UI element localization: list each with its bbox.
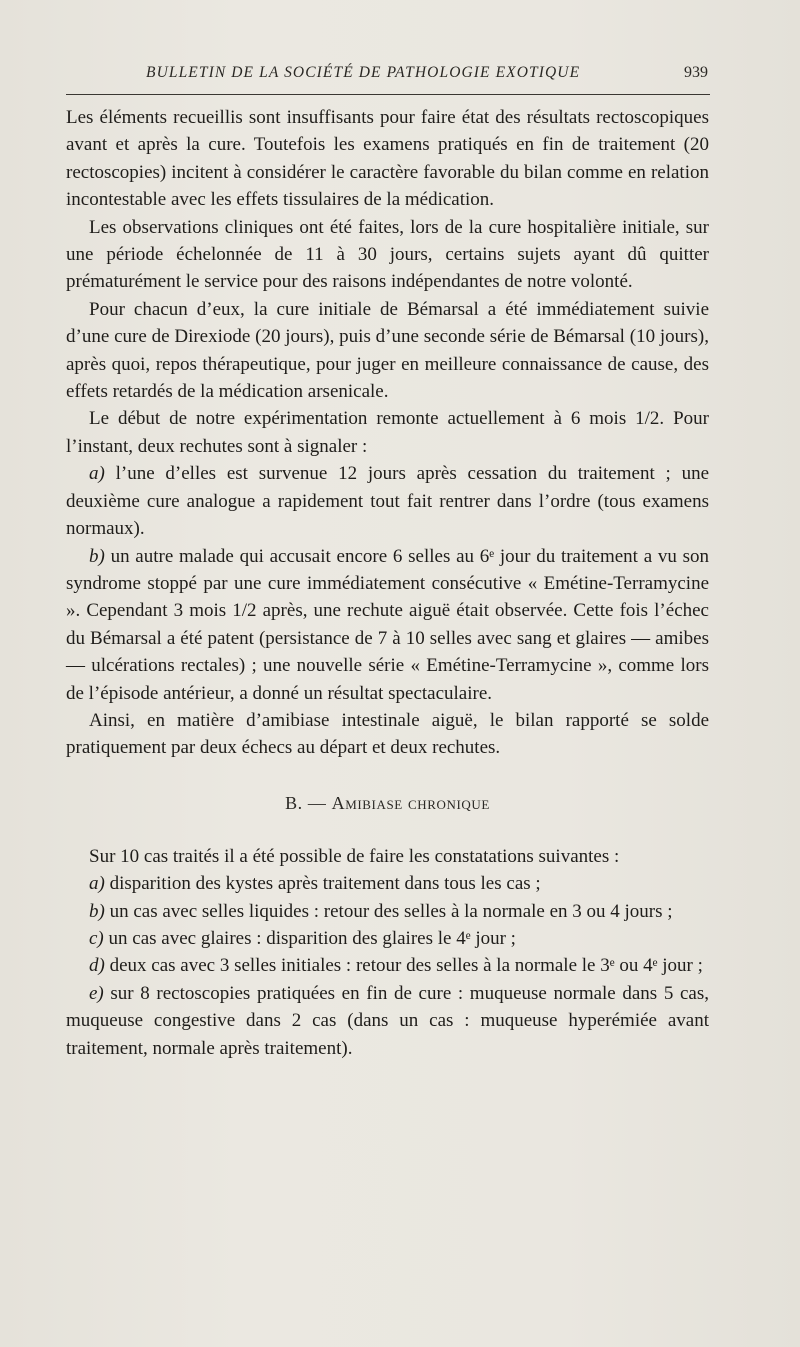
section-letter: B. — [285, 792, 332, 813]
item-letter: a) [89, 873, 105, 895]
item-letter: d) [89, 955, 105, 977]
item-text: l’une d’elles est survenue 12 jours après cessation du traitement ; une deuxième cure analogue a rapidement tout fait rentrer dans l’ordre (tous examens normaux). [66, 463, 709, 540]
item-letter: a) [89, 463, 105, 485]
relapse-item-b [66, 543, 709, 707]
paragraph-clinical-observations: Les observations cliniques ont été faites, lors de la cure hospitalière initiale, sur une période échelonnée de 11 à 30 jours, certains sujets ayant dû quitter prématurément le service pour des raisons indépendantes de notre volonté. [66, 216, 709, 293]
item-text: sur 8 rectoscopies pratiquées en fin de cure : muqueuse normale dans 5 cas, muqueuse congestive dans 2 cas (dans un cas : muqueuse hyperémiée avant traitement, normale après traitement). [66, 982, 709, 1059]
finding-item-b [66, 898, 709, 925]
finding-item-c [66, 925, 709, 952]
section-title: Amibiase chronique [331, 792, 490, 813]
paragraph-treatment-protocol: Pour chacun d’eux, la cure initiale de Bémarsal a été immédiatement suivie d’une cure de Direxiode (20 jours), puis d’une seconde série de Bémarsal (10 jours), après quoi, repos thérapeutique, pour juger en meilleure connaissance de cause, des effets retardés de la médication arsenicale. [66, 298, 709, 403]
item-letter: b) [89, 900, 105, 922]
paragraph-rectoscopy: Les éléments recueillis sont insuffisants pour faire état des résultats rectoscopiques avant et après la cure. Toutefois les examens pratiqués en fin de traitement (20 rectoscopies) incitent à considérer le caractère favorable du bilan comme en relation incontestable avec les effets tissulaires de la médication. [66, 107, 709, 211]
body-text [66, 104, 709, 1062]
header-rule [66, 94, 710, 95]
finding-item-e [66, 980, 709, 1062]
paragraph-chronic-intro: Sur 10 cas traités il a été possible de faire les constatations suivantes : [89, 845, 620, 867]
item-text: disparition des kystes après traitement dans tous les cas ; [104, 873, 541, 895]
finding-item-a [66, 870, 709, 897]
page-header [66, 62, 710, 92]
item-text: un autre malade qui accusait encore 6 selles au 6ᵉ jour du traitement a vu son syndrome stoppé par une cure immédiatement consécutive « Emétine-Terramycine ». Cependant 3 mois 1/2 après, une rechute aiguë était observée. Cette fois l’échec du Bémarsal a été patent (persistance de 7 à 10 selles avec sang et glaires — amibes — ulcérations rectales) ; une nouvelle série « Emétine-Terramycine », comme lors de l’épisode antérieur, a donné un résultat spectaculaire. [66, 545, 709, 704]
relapse-item-a [66, 460, 709, 542]
item-letter: b) [89, 545, 105, 567]
item-text: un cas avec selles liquides : retour des selles à la normale en 3 ou 4 jours ; [104, 900, 673, 922]
running-title: BULLETIN DE LA SOCIÉTÉ DE PATHOLOGIE EXOTIQUE [146, 64, 581, 81]
paragraph-experiment-start: Le début de notre expérimentation remonte actuellement à 6 mois 1/2. Pour l’instant, deux rechutes sont à signaler : [66, 408, 709, 457]
item-text: un cas avec glaires : disparition des glaires le 4ᵉ jour ; [103, 927, 516, 949]
paragraph-conclusion: Ainsi, en matière d’amibiase intestinale aiguë, le bilan rapporté se solde pratiquement par deux échecs au départ et deux rechutes. [66, 709, 709, 759]
item-text: deux cas avec 3 selles initiales : retour des selles à la normale le 3ᵉ ou 4ᵉ jour ; [104, 955, 703, 977]
page-number: 939 [684, 64, 708, 81]
item-letter: c) [89, 927, 104, 949]
item-letter: e) [89, 982, 104, 1004]
section-heading [66, 793, 709, 814]
finding-item-d [66, 952, 709, 979]
